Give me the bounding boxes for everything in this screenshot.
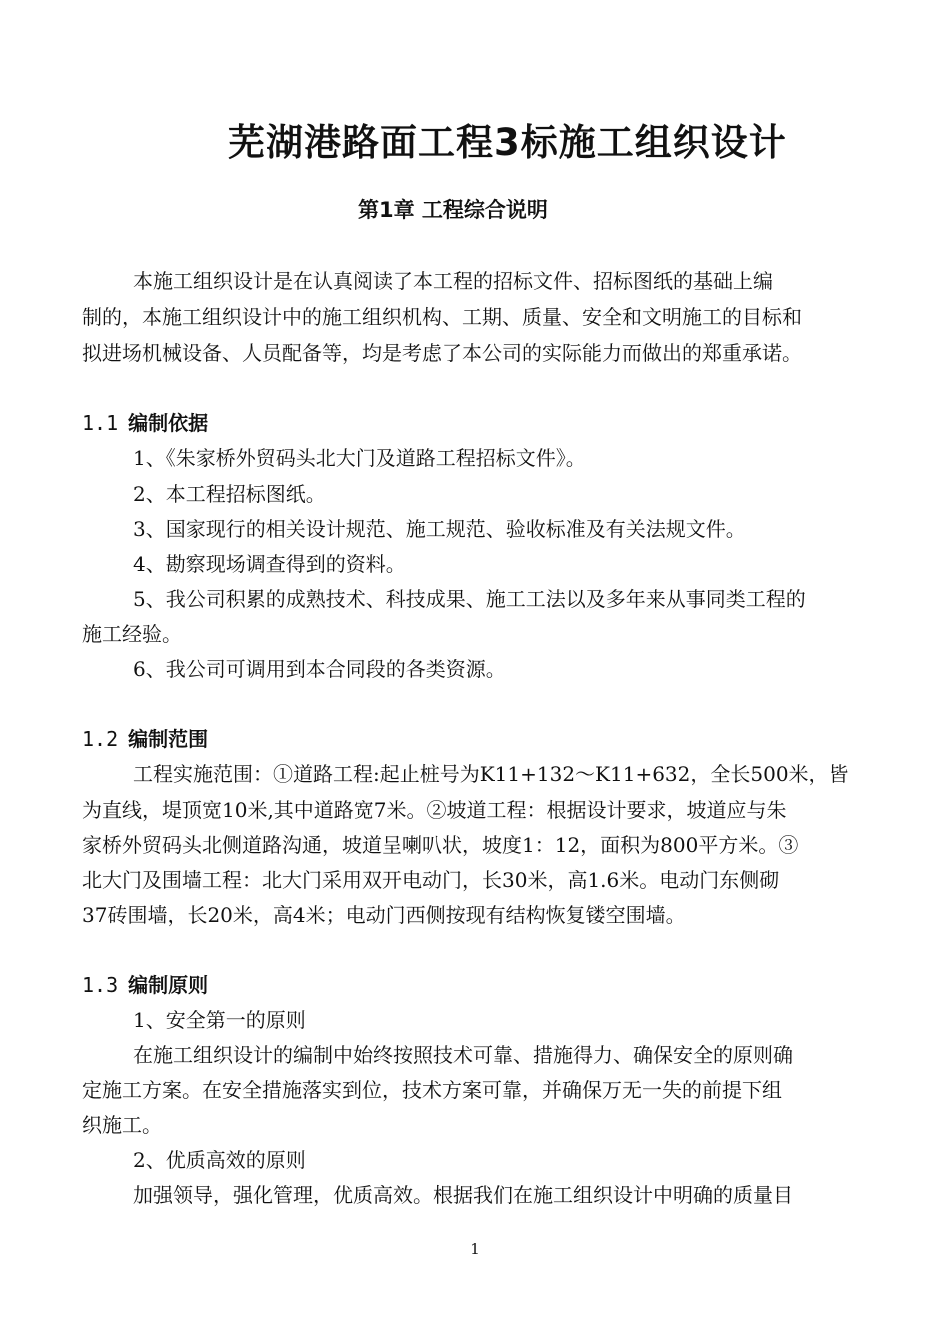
paragraph-line: 织施工。	[82, 1113, 162, 1137]
section-title: 编制依据	[128, 411, 209, 435]
list-item: 3、国家现行的相关设计规范、施工规范、验收标准及有关法规文件。	[133, 517, 746, 541]
section-number: 1.1	[82, 411, 119, 435]
paragraph-line: 在施工组织设计的编制中始终按照技术可靠、措施得力、确保安全的原则确	[133, 1043, 793, 1067]
intro-line: 本施工组织设计是在认真阅读了本工程的招标文件、招标图纸的基础上编	[133, 269, 773, 293]
paragraph-line: 加强领导，强化管理，优质高效。根据我们在施工组织设计中明确的质量目	[133, 1183, 793, 1207]
paragraph-line: 定施工方案。在安全措施落实到位，技术方案可靠，并确保万无一失的前提下组	[82, 1078, 782, 1102]
paragraph-line: 北大门及围墙工程：北大门采用双开电动门，长30米，高1.6米。电动门东侧砌	[82, 868, 780, 892]
intro-line: 拟进场机械设备、人员配备等，均是考虑了本公司的实际能力而做出的郑重承诺。	[82, 341, 802, 365]
page-number: 1	[470, 1240, 480, 1258]
paragraph-line: 为直线，堤顶宽10米,其中道路宽7米。②坡道工程：根据设计要求，坡道应与朱	[82, 798, 787, 822]
list-item: 1、安全第一的原则	[133, 1008, 306, 1032]
section-heading-1-3	[82, 969, 208, 1001]
section-number: 1.2	[82, 727, 119, 751]
document-title: 芜湖港路面工程3标施工组织设计	[228, 121, 787, 164]
list-item: 2、优质高效的原则	[133, 1148, 306, 1172]
section-number: 1.3	[82, 973, 119, 997]
list-item: 1、《朱家桥外贸码头北大门及道路工程招标文件》。	[133, 446, 586, 470]
section-title: 编制原则	[128, 973, 209, 997]
list-item-continued: 施工经验。	[82, 622, 182, 646]
intro-line: 制的，本施工组织设计中的施工组织机构、工期、质量、安全和文明施工的目标和	[82, 305, 802, 329]
list-item: 5、我公司积累的成熟技术、科技成果、施工工法以及多年来从事同类工程的	[133, 587, 806, 611]
chapter-title: 第1章 工程综合说明	[358, 198, 548, 222]
paragraph-line: 家桥外贸码头北侧道路沟通，坡道呈喇叭状，坡度1：12，面积为800平方米。③	[82, 833, 799, 857]
section-heading-1-1	[82, 407, 208, 439]
list-item: 6、我公司可调用到本合同段的各类资源。	[133, 657, 506, 681]
list-item: 2、本工程招标图纸。	[133, 482, 326, 506]
paragraph-line: 工程实施范围：①道路工程:起止桩号为K11+132～K11+632，全长500米，皆	[133, 762, 849, 786]
section-title: 编制范围	[128, 727, 209, 751]
list-item: 4、勘察现场调查得到的资料。	[133, 552, 406, 576]
section-heading-1-2	[82, 723, 208, 755]
paragraph-line: 37砖围墙，长20米，高4米；电动门西侧按现有结构恢复镂空围墙。	[82, 903, 686, 927]
